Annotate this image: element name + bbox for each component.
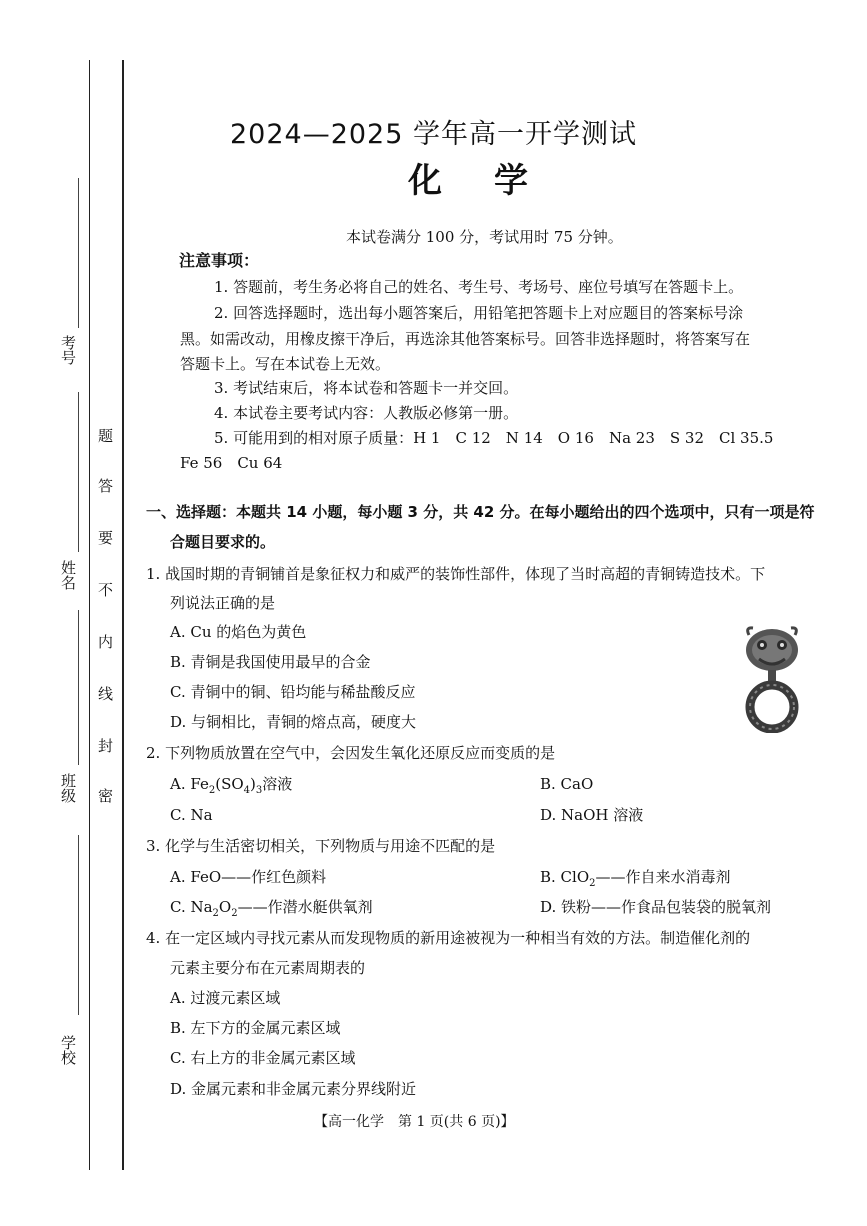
exam-title: 2024—2025 学年高一开学测试 bbox=[229, 119, 637, 150]
q2-option-d: D. NaOH 溶液 bbox=[540, 806, 644, 824]
notice-line: 3. 考试结束后，将本试卷和答题卡一并交回。 bbox=[214, 379, 519, 397]
q3-option-b bbox=[540, 867, 731, 894]
subject-char: 学 bbox=[494, 161, 528, 201]
q2-option-b: B. CaO bbox=[540, 775, 594, 793]
exam-no-underline bbox=[78, 178, 79, 328]
seal-char: 要 bbox=[96, 530, 114, 545]
subscript: 3 bbox=[255, 785, 263, 796]
seal-char: 封 bbox=[96, 738, 114, 753]
q3-stem: 3. 化学与生活密切相关，下列物质与用途不匹配的是 bbox=[146, 837, 496, 855]
page-footer: 【高一化学 第 1 页(共 6 页)】 bbox=[314, 1114, 515, 1130]
q2-stem: 2. 下列物质放置在空气中，会因发生氧化还原反应而变质的是 bbox=[146, 744, 556, 762]
subscript: 2 bbox=[231, 908, 238, 919]
seal-char: 题 bbox=[96, 428, 114, 443]
name-underline bbox=[78, 392, 79, 552]
subscript: 2 bbox=[212, 908, 219, 919]
exam-info: 本试卷满分 100 分，考试用时 75 分钟。 bbox=[346, 228, 623, 246]
q3-b-text: ——作自来水消毒剂 bbox=[595, 868, 731, 886]
class-underline bbox=[78, 610, 79, 765]
q3-c-text: C. Na bbox=[170, 898, 213, 916]
q4-option-a: A. 过渡元素区域 bbox=[170, 989, 281, 1007]
q2-a-text: ) bbox=[250, 775, 256, 793]
q4-option-c: C. 右上方的非金属元素区域 bbox=[170, 1049, 356, 1067]
exam-no-label: 考号 bbox=[59, 335, 77, 365]
notice-line: 4. 本试卷主要考试内容：人教版必修第一册。 bbox=[214, 404, 519, 422]
school-label: 学校 bbox=[59, 1035, 77, 1065]
q2-option-a bbox=[170, 774, 292, 801]
q3-c-text: ——作潜水艇供氧剂 bbox=[237, 898, 373, 916]
seal-char: 线 bbox=[96, 686, 114, 701]
notice-line: 5. 可能用到的相对原子质量：H 1 C 12 N 14 O 16 Na 23 S 32 Cl 35.5 bbox=[214, 429, 774, 447]
q4-stem: 4. 在一定区域内寻找元素从而发现物质的新用途被视为一种相当有效的方法。制造催化剂的 bbox=[146, 929, 751, 947]
q1-option-c: C. 青铜中的铜、铅均能与稀盐酸反应 bbox=[170, 683, 416, 701]
section-heading: 一、选择题：本题共 14 小题，每小题 3 分，共 42 分。在每小题给出的四个选项中，只有一项是符 bbox=[146, 503, 815, 521]
notice-line: 1. 答题前，考生务必将自己的姓名、考生号、考场号、座位号填写在答题卡上。 bbox=[214, 278, 744, 296]
q1-option-a: A. Cu 的焰色为黄色 bbox=[170, 623, 307, 641]
q1-stem-cont: 列说法正确的是 bbox=[170, 594, 276, 612]
seal-char: 不 bbox=[96, 582, 114, 597]
notice-line: 黑。如需改动，用橡皮擦干净后，再选涂其他答案标号。回答非选择题时，将答案写在 bbox=[180, 330, 751, 348]
section-heading-cont: 合题目要求的。 bbox=[170, 533, 276, 551]
subscript: 2 bbox=[589, 878, 596, 889]
subscript: 4 bbox=[243, 785, 251, 796]
q2-a-text: 溶液 bbox=[262, 775, 293, 793]
subscript: 2 bbox=[208, 785, 216, 796]
q2-a-text: A. Fe bbox=[170, 775, 209, 793]
margin-line-outer bbox=[89, 60, 90, 1170]
notice-line: 答题卡上。写在本试卷上无效。 bbox=[180, 355, 391, 373]
margin-line-inner bbox=[122, 60, 124, 1170]
class-label: 班级 bbox=[59, 773, 77, 803]
notice-line: Fe 56 Cu 64 bbox=[180, 454, 283, 472]
q4-option-d: D. 金属元素和非金属元素分界线附近 bbox=[170, 1080, 417, 1098]
q1-stem: 1. 战国时期的青铜铺首是象征权力和威严的装饰性部件，体现了当时高超的青铜铸造技术。下 bbox=[146, 565, 766, 583]
q2-a-text: (SO bbox=[215, 775, 244, 793]
subject-char: 化 bbox=[408, 161, 442, 201]
seal-char: 密 bbox=[96, 788, 114, 803]
q3-b-text: B. ClO bbox=[540, 868, 590, 886]
q4-option-b: B. 左下方的金属元素区域 bbox=[170, 1019, 341, 1037]
notice-line: 2. 回答选择题时，选出每小题答案后，用铅笔把答题卡上对应题目的答案标号涂 bbox=[214, 304, 744, 322]
name-label: 姓名 bbox=[59, 560, 77, 590]
q2-option-c: C. Na bbox=[170, 806, 213, 824]
q3-option-a: A. FeO——作红色颜料 bbox=[170, 868, 327, 886]
seal-char: 答 bbox=[96, 478, 114, 493]
q3-option-c bbox=[170, 897, 373, 924]
notice-heading: 注意事项： bbox=[179, 251, 260, 270]
school-underline bbox=[78, 835, 79, 1015]
q3-option-d: D. 铁粉——作食品包装袋的脱氧剂 bbox=[540, 898, 772, 916]
q4-stem-cont: 元素主要分布在元素周期表的 bbox=[170, 959, 366, 977]
subject-title bbox=[408, 153, 528, 202]
bronze-door-knocker-icon bbox=[741, 625, 803, 733]
q1-option-b: B. 青铜是我国使用最早的合金 bbox=[170, 653, 371, 671]
seal-char: 内 bbox=[96, 634, 114, 649]
q3-c-text: O bbox=[218, 898, 232, 916]
q1-option-d: D. 与铜相比，青铜的熔点高，硬度大 bbox=[170, 713, 417, 731]
